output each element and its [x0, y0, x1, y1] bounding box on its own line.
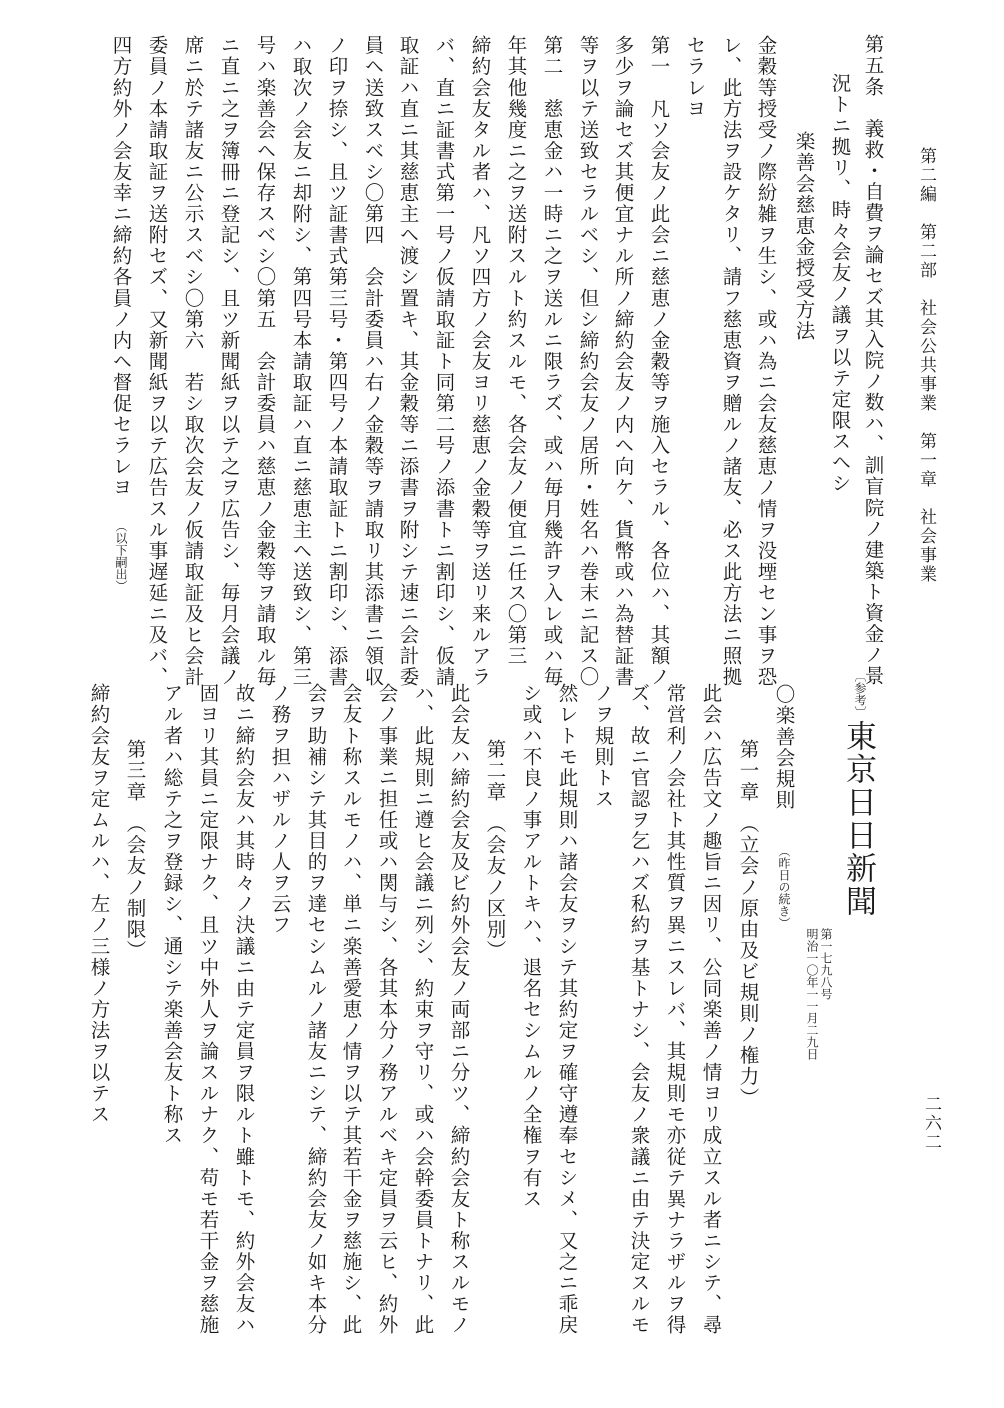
body-line: ニ直ニ之ヲ簿冊ニ登記シ、且ツ新聞紙ヲ以テ之ヲ広告シ、毎月会議ノ [217, 35, 241, 688]
issue-date: 明治一〇年一一月二九日 [805, 928, 819, 1060]
body-line: バ、直ニ証書式第一号ノ仮請取証ト同第二号ノ添書トニ割印シ、仮請 [432, 35, 456, 688]
body-line: 多少ヲ論セズ其便宜ナル所ノ締約会友ノ内ヘ向ケ、貨幣或ハ為替証書 [611, 35, 635, 688]
body-line: ズ、故ニ官認ヲ乞ハズ私約ヲ基トナシ、会友ノ衆議ニ由テ決定スルモ [627, 683, 651, 1336]
body-line: 然レトモ此規則ハ諸会友ヲシテ其約定ヲ確守遵奉セシメ、又之ニ乖戻 [555, 683, 579, 1336]
body-line: 締約会友タル者ハ、凡ソ四方ノ会友ヨリ慈恵ノ金穀等ヲ送リ来ルアラ [468, 35, 492, 688]
body-line: 等ヲ以テ送致セラルベシ、但シ締約会友ノ居所・姓名ハ巻末ニ記ス〇 [576, 35, 600, 688]
running-head: 第二編 第二部 社会公共事業 第一章 社会事業 [916, 147, 936, 584]
body-line: 取証ハ直ニ其慈恵主ヘ渡シ置キ、其金穀等ニ添書ヲ附シテ速ニ会計委 [396, 35, 420, 688]
body-line: 固ヨリ其員ニ定限ナク、且ツ中外人ヲ論スルナク、苟モ若干金ヲ慈施 [196, 683, 220, 1336]
body-line: 会ノ事業ニ担任或ハ関与シ、各其本分ノ務アルベキ定員ヲ云ヒ、約外 [375, 683, 399, 1336]
body-line: 会ヲ助補シテ其目的ヲ達セシムルノ諸友ニシテ、締約会友ノ如キ本分 [304, 683, 328, 1336]
chapter-2-heading: 第二章 （会友ノ区別） [483, 739, 507, 961]
body-line: 常営利ノ会社ト其性質ヲ異ニスレバ、其規則モ亦従テ異ナラザルヲ得 [663, 683, 687, 1336]
body-line: 第一 凡ソ会友ノ此会ニ慈恵ノ金穀等ヲ施入セラル、各位ハ、其額ノ [647, 35, 671, 688]
continued-note: （以下嗣出） [114, 520, 128, 592]
newspaper-title: 東京日日新聞 [840, 720, 876, 918]
body-line: 此会ハ広告文ノ趣旨ニ因リ、公同楽善ノ情ヨリ成立スル者ニシテ、尋 [699, 683, 723, 1336]
issue-number: 第一七九八号 [819, 928, 833, 1000]
body-line: 四方約外ノ会友幸ニ締約各員ノ内ヘ督促セラレヨ [109, 35, 133, 499]
body-line: ノ務ヲ担ハザルノ人ヲ云フ [268, 683, 292, 936]
body-line: ノヲ規則トス [591, 683, 615, 810]
section-heading: 楽善会慈恵金授受方法 [792, 131, 816, 342]
body-line: 年其他幾度ニ之ヲ送附スルト約スルモ、各会友ノ便宜ニ任ス〇第三 [504, 35, 528, 667]
body-line: 委員ノ本請取証ヲ送附セズ、又新聞紙ヲ以テ広告スル事遅延ニ及バ、 [145, 35, 169, 688]
body-line: 第二 慈恵金ハ一時ニ之ヲ送ルニ限ラズ、或ハ毎月幾許ヲ入レ或ハ毎 [540, 35, 564, 688]
page-number: 二六二 [921, 1095, 941, 1152]
body-line: ハ取次ノ会友ニ却附シ、第四号本請取証ハ直ニ慈恵主ヘ送致シ、第三 [289, 35, 313, 688]
body-line: セラレヨ [683, 35, 707, 120]
article-5-line: 況トニ拠リ、時々会友ノ議ヲ以テ定限スヘシ [828, 73, 852, 494]
reference-label: 〔参考〕 [853, 670, 867, 718]
body-line: シ或ハ不良ノ事アルトキハ、退名セシムルノ全権ヲ有ス [519, 683, 543, 1210]
body-line: 会友ト称スルモノハ、単ニ楽善愛恵ノ情ヲ以テ其若干金ヲ慈施シ、此 [339, 683, 363, 1336]
body-line: 故ニ締約会友ハ其時々ノ決議ニ由テ定員ヲ限ルト雖トモ、約外会友ハ [232, 683, 256, 1336]
body-line: 号ハ楽善会ヘ保存スベシ〇第五 会計委員ハ慈恵ノ金穀等ヲ請取ル毎 [253, 35, 277, 688]
article-5-line: 第五条 義救・自費ヲ論セズ其入院ノ数ハ、訓盲院ノ建築ト資金ノ景 [861, 34, 885, 687]
chapter-1-heading: 第一章 （立会ノ原由及ビ規則ノ権力） [736, 739, 760, 1109]
body-line: 員ヘ送致スベシ〇第四 会計委員ハ右ノ金穀等ヲ請取リ其添書ニ領収 [361, 35, 385, 688]
body-line: 此会友ハ締約会友及ビ約外会友ノ両部ニ分ツ、締約会友ト称スルモノ [447, 683, 471, 1336]
body-line: 金穀等授受ノ際紛雑ヲ生シ、或ハ為ニ会友慈恵ノ情ヲ没堙セン事ヲ恐 [754, 35, 778, 688]
continuation-note: （昨日の続き） [777, 845, 791, 929]
body-line: アル者ハ総テ之ヲ登録シ、通シテ楽善会友ト称ス [160, 683, 184, 1147]
rules-title: 〇楽善会規則 [772, 684, 796, 811]
body-line: レ、此方法ヲ設ケタリ、請フ慈恵資ヲ贈ルノ諸友、必ス此方法ニ照拠 [719, 35, 743, 688]
body-line: ハ、此規則ニ遵ヒ会議ニ列シ、約束ヲ守リ、或ハ会幹委員トナリ、此 [411, 683, 435, 1336]
body-line: 締約会友ヲ定ムルハ、左ノ三様ノ方法ヲ以テス [87, 683, 111, 1126]
chapter-3-heading: 第三章 （会友ノ制限） [123, 739, 147, 961]
body-line: 席ニ於テ諸友ニ公示スベシ〇第六 若シ取次会友ノ仮請取証及ヒ会計 [181, 35, 205, 688]
body-line: ノ印ヲ捺シ、且ツ証書式第三号・第四号ノ本請取証トニ割印シ、添書 [325, 35, 349, 688]
